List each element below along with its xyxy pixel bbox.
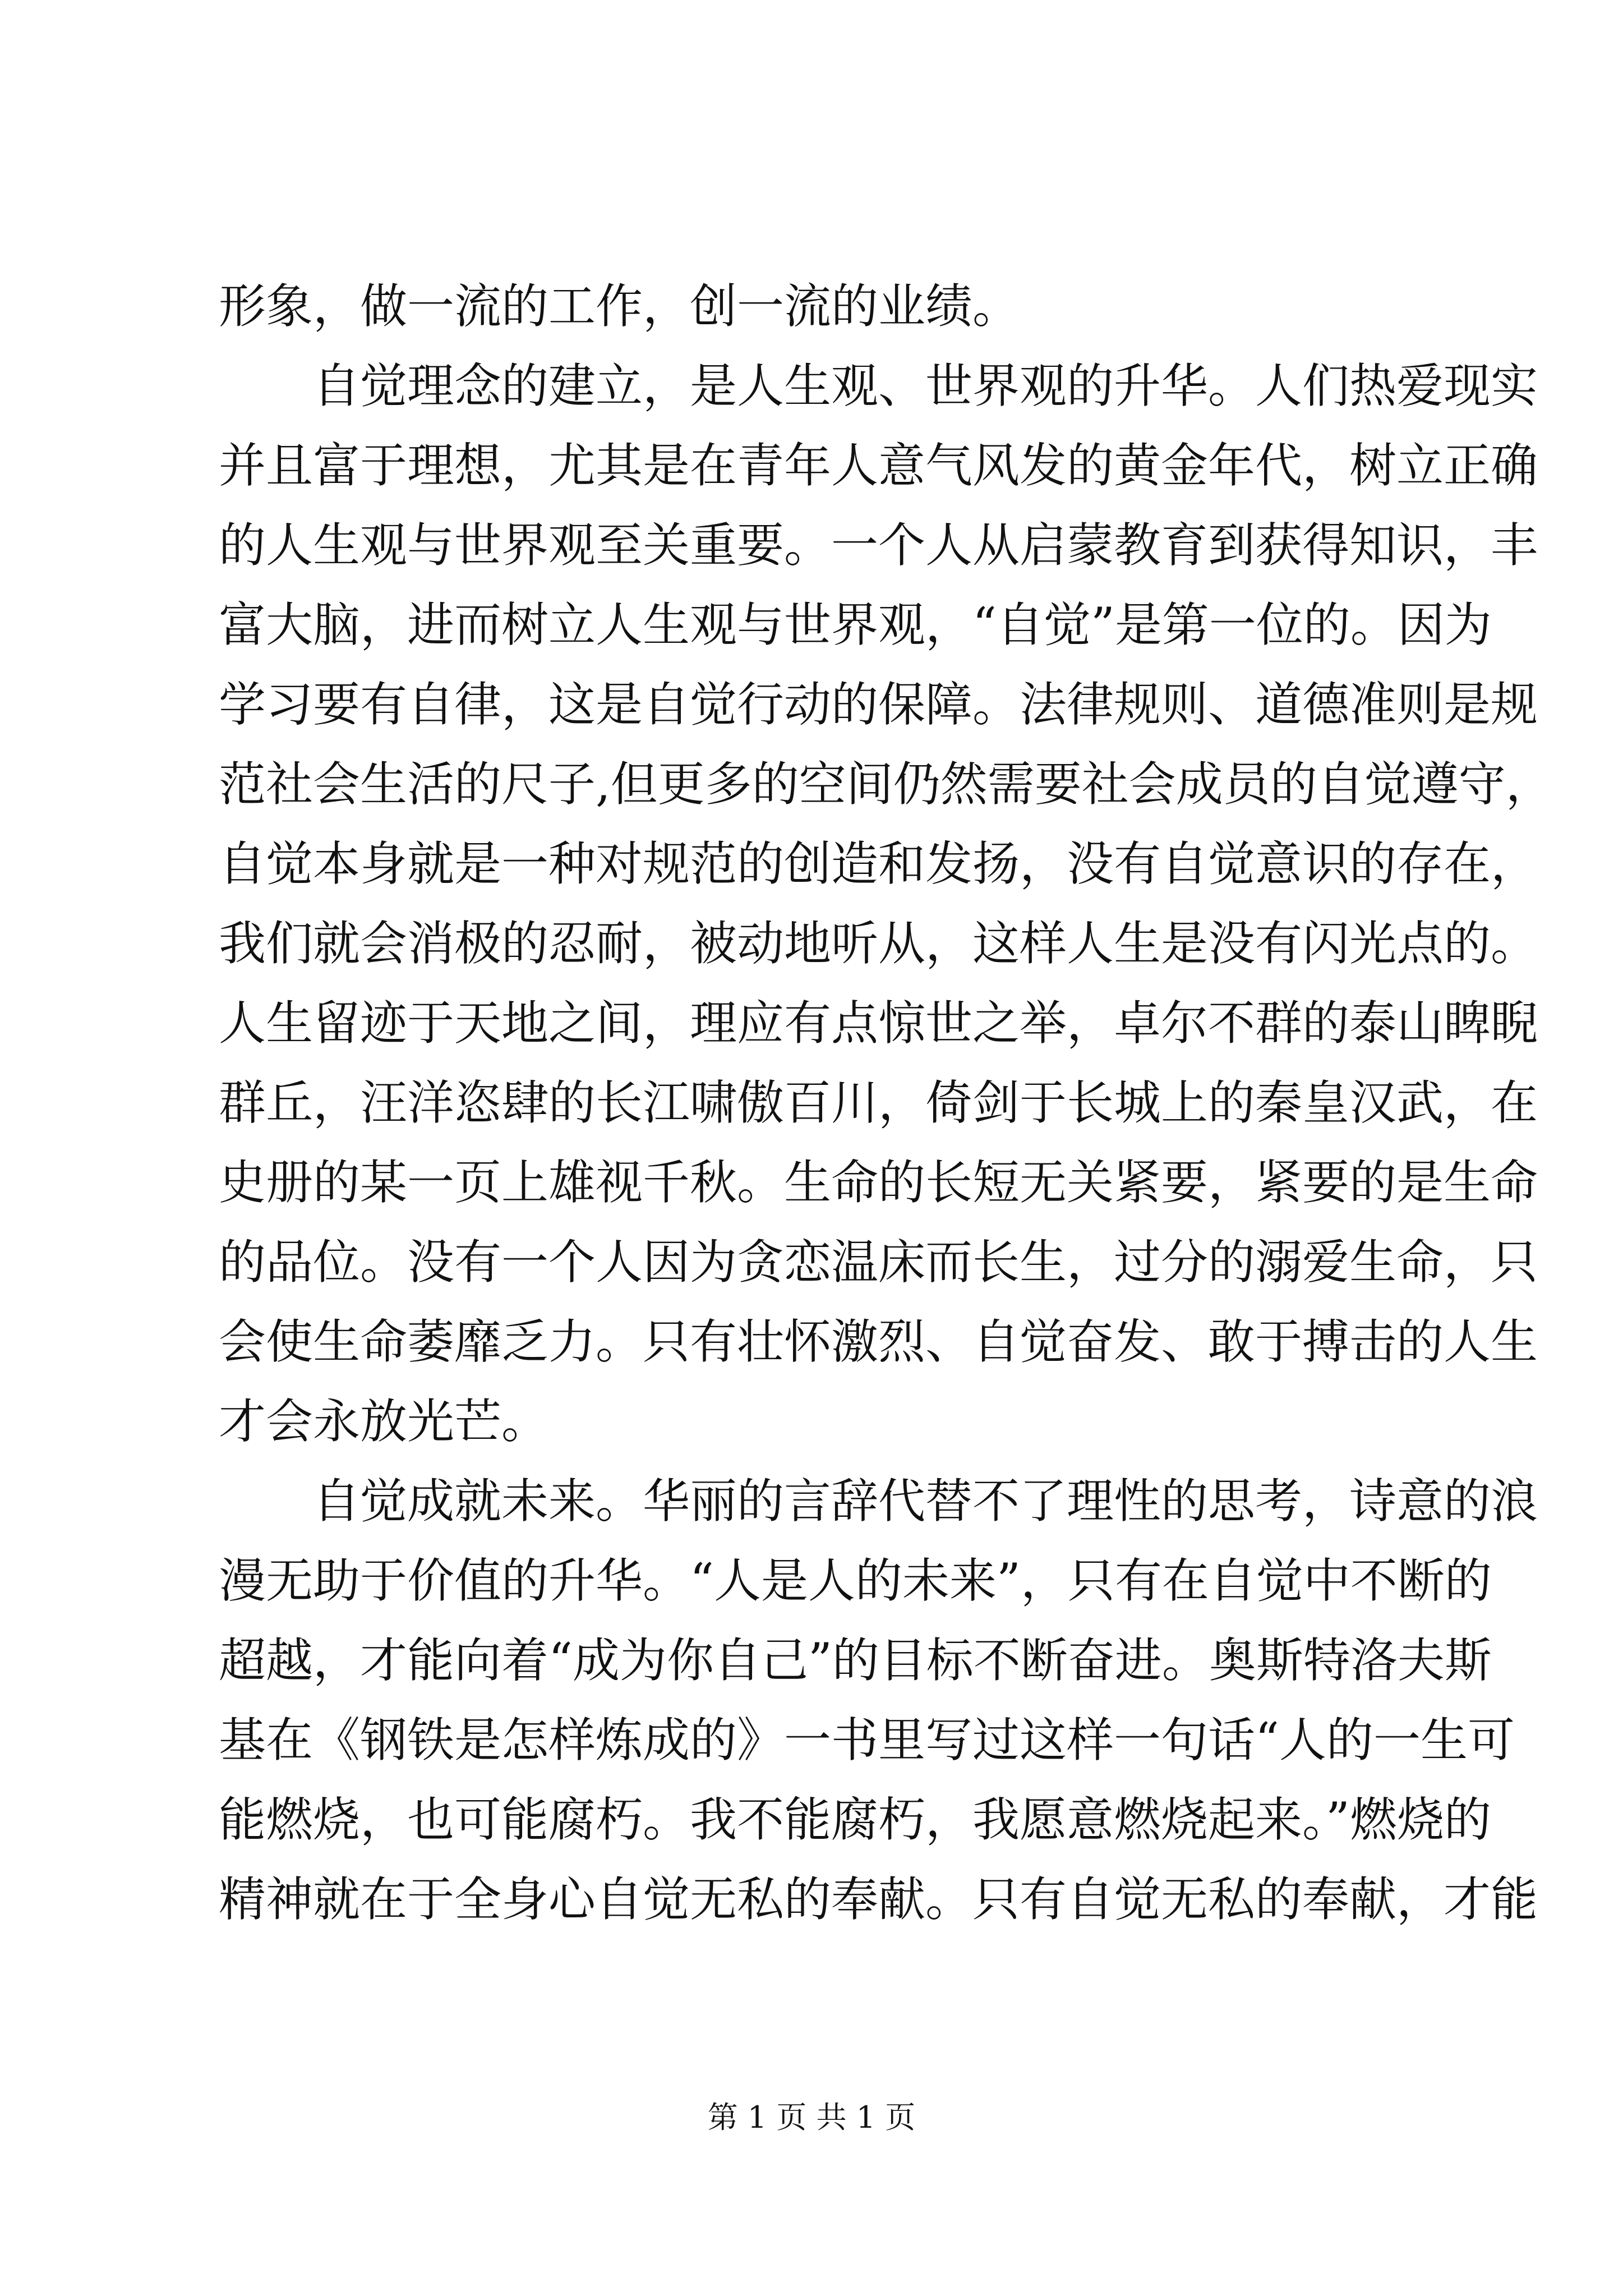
text-line: 的品位。没有一个人因为贪恋温床而长生，过分的溺爱生命，只 xyxy=(219,1235,1538,1290)
text-line: 学习要有自律，这是自觉行动的保障。法律规则、道德准则是规 xyxy=(219,677,1538,732)
page-number: 第 1 页 共 1 页 xyxy=(707,2100,916,2135)
text-line: 我们就会消极的忍耐，被动地听从，这样人生是没有闪光点的。 xyxy=(219,916,1538,971)
body-text xyxy=(219,266,1553,1939)
text-line: 基在《钢铁是怎样炼成的》一书里写过这样一句话“人的一生可 xyxy=(219,1713,1515,1768)
text-line: 史册的某一页上雄视千秋。生命的长短无关紧要，紧要的是生命 xyxy=(219,1155,1538,1210)
text-line: 会使生命萎靡乏力。只有壮怀激烈、自觉奋发、敢于搏击的人生 xyxy=(219,1314,1538,1369)
text-line: 自觉理念的建立，是人生观、世界观的升华。人们热爱现实 xyxy=(313,358,1538,413)
text-line: 形象，做一流的工作，创一流的业绩。 xyxy=(219,279,1020,334)
page-footer xyxy=(0,2098,1623,2137)
text-line: 富大脑，进而树立人生观与世界观，“自觉”是第一位的。因为 xyxy=(219,597,1492,652)
text-line: 超越，才能向着“成为你自己”的目标不断奋进。奥斯特洛夫斯 xyxy=(219,1633,1492,1688)
text-line: 人生留迹于天地之间，理应有点惊世之举，卓尔不群的泰山睥睨 xyxy=(219,996,1538,1051)
text-line: 精神就在于全身心自觉无私的奉献。只有自觉无私的奉献，才能 xyxy=(219,1872,1538,1927)
text-line: 才会永放光芒。 xyxy=(219,1394,549,1449)
text-line: 自觉成就未来。华丽的言辞代替不了理性的思考，诗意的浪 xyxy=(313,1474,1538,1529)
text-line: 并且富于理想，尤其是在青年人意气风发的黄金年代，树立正确 xyxy=(219,438,1538,493)
text-line: 漫无助于价值的升华。“人是人的未来”，只有在自觉中不断的 xyxy=(219,1553,1492,1608)
text-line: 自觉本身就是一种对规范的创造和发扬，没有自觉意识的存在， xyxy=(219,836,1538,891)
text-line: 范社会生活的尺子,但更多的空间仍然需要社会成员的自觉遵守， xyxy=(219,757,1553,812)
text-line: 群丘，汪洋恣肆的长江啸傲百川，倚剑于长城上的秦皇汉武，在 xyxy=(219,1075,1538,1130)
text-line: 的人生观与世界观至关重要。一个人从启蒙教育到获得知识，丰 xyxy=(219,518,1538,573)
text-line: 能燃烧，也可能腐朽。我不能腐朽，我愿意燃烧起来。”燃烧的 xyxy=(219,1792,1491,1847)
